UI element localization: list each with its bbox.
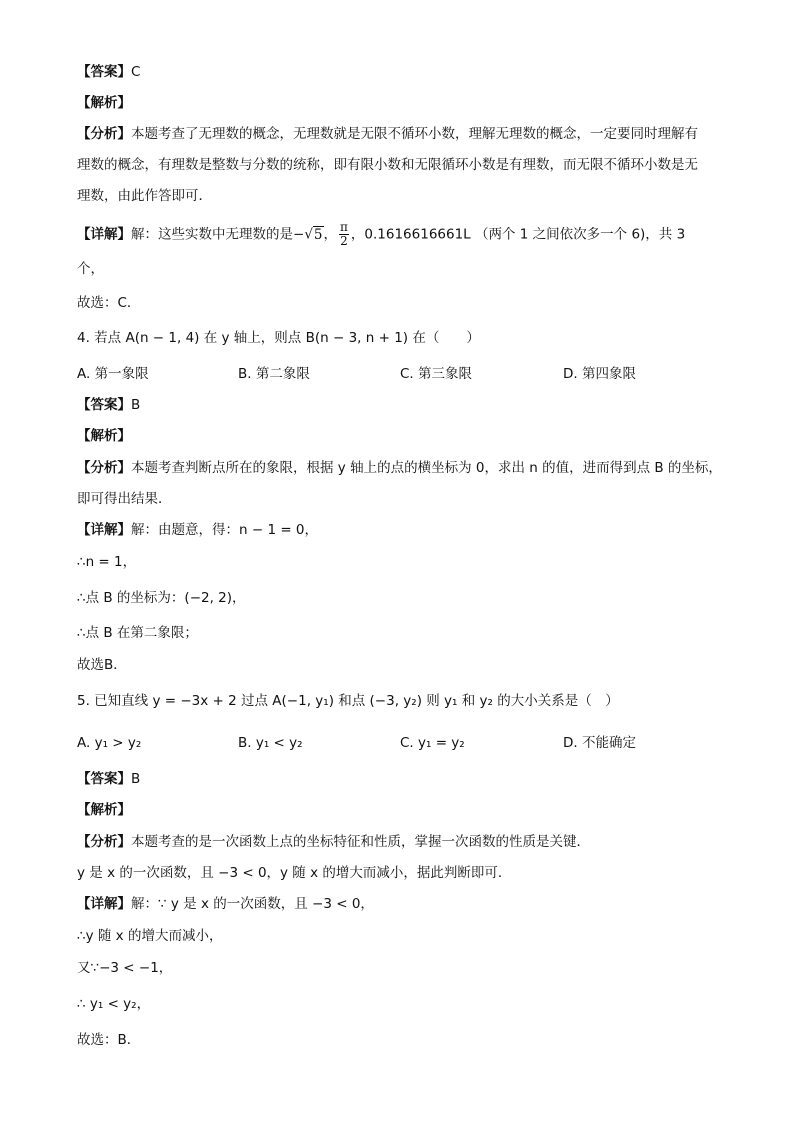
q3-detail-line1 [77,221,685,248]
q3-fenxi-line3: 理数，由此作答即可． [77,188,212,204]
q5-fenxi-line1 [77,832,590,852]
q5-option-b: B. y₁ < y₂ [238,735,303,751]
fraction-numerator: π [340,220,348,234]
q4-option-b: B. 第二象限 [238,366,310,382]
q5-detail-line4: ∴ y₁ < y₂， [77,996,151,1012]
q4-analysis-heading: 【解析】 [77,428,131,444]
q4-conclusion: 故选B． [77,657,127,673]
q5-fenxi-line2: y 是 x 的一次函数，且 −3 < 0，y 随 x 的增大而减小，据此判断即可． [77,865,512,881]
q4-detail-text1: 解：由题意，得：n − 1 = 0， [131,522,319,538]
pi-over-two-fraction [339,221,349,248]
comma: ， [323,226,338,243]
q5-detail-label: 【详解】 [77,896,131,912]
q5-detail-line1 [77,894,374,914]
q5-option-a: A. y₁ > y₂ [77,735,142,751]
q4-option-d: D. 第四象限 [563,366,636,382]
q3-conclusion: 故选：C． [77,295,141,311]
q4-detail-line3: ∴点 B 的坐标为：(−2, 2)， [77,590,246,606]
q5-answer-line [77,769,140,789]
q3-answer-label: 【答案】 [77,64,131,80]
q5-answer-value: B [131,771,141,787]
q4-detail-line1 [77,520,318,540]
q4-option-c: C. 第三象限 [400,366,473,382]
q4-fenxi-text1: 本题考查判断点所在的象限，根据 y 轴上的点的横坐标为 0，求出 n 的值，进而得到点 B 的坐标， [131,460,722,476]
q5-detail-line3: 又∵−3 < −1， [77,960,173,976]
q3-detail-label: 【详解】 [77,226,131,243]
q5-stem: 5. 已知直线 y = −3x + 2 过点 A(−1, y₁) 和点 (−3, y₂) 则 y₁ 和 y₂ 的大小关系是（ ） [77,693,619,709]
q3-decimal-text: ，0.1616616661L （两个 1 之间依次多一个 6)，共 3 [350,226,686,243]
q4-fenxi-line2: 即可得出结果． [77,491,172,507]
q3-answer-line [77,62,140,82]
q4-detail-label: 【详解】 [77,522,131,538]
q5-conclusion: 故选：B． [77,1032,141,1048]
q5-detail-line2: ∴y 随 x 的增大而减小， [77,928,223,944]
q4-answer-line [77,395,140,415]
q4-detail-line2: ∴n = 1， [77,554,137,570]
minus-sign: − [293,226,305,243]
q5-fenxi-label: 【分析】 [77,834,131,850]
q4-fenxi-line1 [77,458,722,478]
q3-answer-value: C [131,64,141,80]
q5-analysis-heading: 【解析】 [77,802,131,818]
q5-option-d: D. 不能确定 [563,735,636,751]
q5-answer-label: 【答案】 [77,771,131,787]
q4-stem: 4. 若点 A(n − 1, 4) 在 y 轴上，则点 B(n − 3, n + 1) 在（ ） [77,330,480,346]
q4-option-a: A. 第一象限 [77,366,149,382]
q3-analysis-heading: 【解析】 [77,95,131,111]
q3-fenxi-label: 【分析】 [77,126,131,142]
q4-answer-value: B [131,397,141,413]
fraction-denominator: 2 [340,234,348,248]
q5-option-c: C. y₁ = y₂ [400,735,465,751]
q3-detail-line2: 个， [77,261,104,277]
q4-fenxi-label: 【分析】 [77,460,131,476]
q3-fenxi-line2: 理数的概念，有理数是整数与分数的统称，即有限小数和无限循环小数是有理数，而无限不循环小数是无 [77,157,698,173]
q3-detail-prefix: 解：这些实数中无理数的是 [131,226,293,243]
q5-fenxi-text1: 本题考查的是一次函数上点的坐标特征和性质，掌握一次函数的性质是关键． [131,834,590,850]
sqrt-radicand: 5 [313,226,323,243]
q3-fenxi-text1: 本题考查了无理数的概念，无理数就是无限不循环小数，理解无理数的概念，一定要同时理解有 [131,126,698,142]
q4-answer-label: 【答案】 [77,397,131,413]
sqrt-expression: −√5 [293,226,323,243]
q3-fenxi-line1 [77,124,698,144]
q5-detail-text1: 解：∵ y 是 x 的一次函数，且 −3 < 0， [131,896,374,912]
q4-detail-line4: ∴点 B 在第二象限； [77,625,198,641]
